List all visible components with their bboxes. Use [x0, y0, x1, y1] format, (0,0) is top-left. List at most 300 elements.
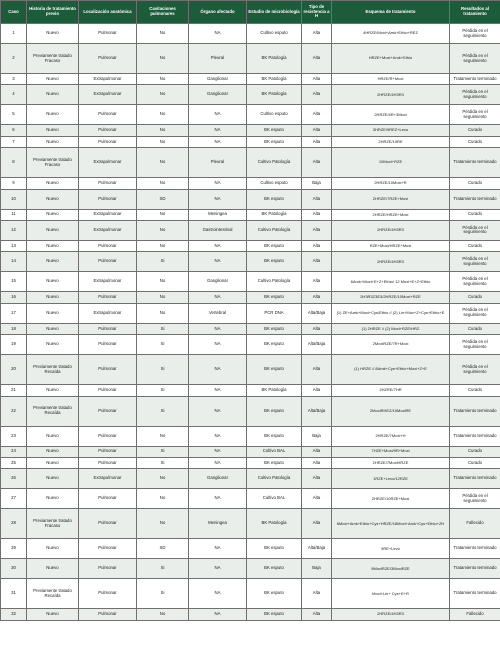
cell-caso: 20: [1, 355, 27, 385]
cell-organo: NA: [189, 335, 247, 355]
cell-estudio: BK Patología: [247, 44, 302, 74]
cell-historia: Nuevo: [27, 385, 79, 396]
table-row: [1, 323, 500, 334]
cell-historia: Nuevo: [27, 178, 79, 189]
cell-historia: Nuevo: [27, 220, 79, 240]
cell-esquema: 9MoxiRZE/3MoxiRZE: [332, 559, 450, 579]
cell-historia: Nuevo: [27, 559, 79, 579]
cell-cavitaciones: No: [137, 272, 189, 292]
cell-esquema: 6Moxi+Amk+Ethio+Cys+HRZE/18Moxi+Amk+Cys+Ethio+ZH: [332, 509, 450, 539]
cell-organo: Pleural: [189, 44, 247, 74]
cell-cavitaciones: Si: [137, 457, 189, 468]
cell-cavitaciones: Si: [137, 446, 189, 457]
cell-resultados: Tratamiento terminado: [450, 539, 500, 559]
header-resistencia: Tipo de resistencia a H: [302, 1, 332, 24]
cell-resultados: Tratamiento terminado: [450, 579, 500, 609]
cell-esquema: (1) ZE+Amk+Moxi+Cys/Ethio // (2) Lin+Mox+Z+Cys+Ethio+E: [332, 303, 450, 323]
cell-resistencia: Alta: [302, 136, 332, 147]
cell-resistencia: Alta: [302, 44, 332, 74]
cell-cavitaciones: No: [137, 178, 189, 189]
cell-resultados: Fallecido: [450, 509, 500, 539]
cell-historia: Nuevo: [27, 240, 79, 251]
cell-caso: 12: [1, 220, 27, 240]
cell-historia: Nuevo: [27, 105, 79, 125]
cell-localizacion: Extrapulmonar: [79, 85, 137, 105]
cell-resultados: Curado: [450, 125, 500, 136]
cell-historia: Nuevo: [27, 125, 79, 136]
cell-resultados: Curado: [450, 178, 500, 189]
cell-historia: Nuevo: [27, 323, 79, 334]
table-row: [1, 178, 500, 189]
cell-resistencia: Alta: [302, 272, 332, 292]
cell-resistencia: Alta: [302, 292, 332, 303]
cell-localizacion: Extrapulmonar: [79, 469, 137, 489]
header-caso: Caso: [1, 1, 27, 24]
cell-caso: 25: [1, 457, 27, 468]
cell-cavitaciones: No: [137, 426, 189, 446]
cell-resistencia: Alta: [302, 469, 332, 489]
cell-localizacion: Pulmonar: [79, 125, 137, 136]
cell-resistencia: Alta: [302, 457, 332, 468]
cell-localizacion: Pulmonar: [79, 355, 137, 385]
cell-esquema: 10Moxi+RZE: [332, 148, 450, 178]
cell-resistencia: Alta: [302, 220, 332, 240]
cell-organo: NA: [189, 323, 247, 334]
cell-resultados: Curado: [450, 209, 500, 220]
cell-resistencia: Alta: [302, 609, 332, 620]
cell-esquema: 3HRZE/9REZ+Levo: [332, 125, 450, 136]
header-historia: Historia de tratamiento previo: [27, 1, 79, 24]
cell-localizacion: Extrapulmonar: [79, 220, 137, 240]
cell-caso: 17: [1, 303, 27, 323]
cell-resistencia: Alta: [302, 355, 332, 385]
cell-organo: NA: [189, 189, 247, 209]
cell-organo: NA: [189, 24, 247, 44]
cell-historia: Nuevo: [27, 335, 79, 355]
cell-estudio: BK esputo: [247, 136, 302, 147]
cell-organo: NA: [189, 457, 247, 468]
table-row: [1, 44, 500, 74]
cell-organo: Meningea: [189, 209, 247, 220]
cell-estudio: Cultivo Patología: [247, 148, 302, 178]
cell-historia: Nuevo: [27, 189, 79, 209]
cell-estudio: Cultivo Patología: [247, 272, 302, 292]
cell-esquema: 2HRZE/10Moxi+R: [332, 178, 450, 189]
cell-localizacion: Pulmonar: [79, 136, 137, 147]
cell-cavitaciones: No: [137, 85, 189, 105]
cell-cavitaciones: No: [137, 240, 189, 251]
cell-localizacion: Pulmonar: [79, 426, 137, 446]
cell-esquema: 7HZE+Moxi/9R+Moxi: [332, 446, 450, 457]
cell-cavitaciones: No: [137, 125, 189, 136]
cell-localizacion: Pulmonar: [79, 323, 137, 334]
cell-historia: Nuevo: [27, 539, 79, 559]
cell-organo: NA: [189, 579, 247, 609]
cell-organo: Pleural: [189, 148, 247, 178]
table-row: [1, 396, 500, 426]
cell-resistencia: Alta: [302, 240, 332, 251]
table-row: [1, 24, 500, 44]
table-row: [1, 559, 500, 579]
cell-localizacion: Pulmonar: [79, 189, 137, 209]
cell-cavitaciones: Si: [137, 355, 189, 385]
cell-resistencia: Alta/Baja: [302, 539, 332, 559]
cell-esquema: 2MoxiRZE/7R+Moxi: [332, 335, 450, 355]
cell-historia: Nuevo: [27, 489, 79, 509]
cell-caso: 15: [1, 272, 27, 292]
cell-estudio: BK esputo: [247, 125, 302, 136]
table-body: [1, 24, 500, 621]
cell-resistencia: Alta/Baja: [302, 396, 332, 426]
cell-resultados: Pérdida en el seguimiento: [450, 105, 500, 125]
cell-cavitaciones: Si: [137, 559, 189, 579]
cell-resistencia: Alta: [302, 24, 332, 44]
cell-localizacion: Pulmonar: [79, 178, 137, 189]
cell-resultados: Curado: [450, 136, 500, 147]
cell-resistencia: Alta/Baja: [302, 303, 332, 323]
cell-historia: Nuevo: [27, 272, 79, 292]
cell-caso: 24: [1, 446, 27, 457]
cell-caso: 4: [1, 85, 27, 105]
cell-resultados: Pérdida en el seguimiento: [450, 24, 500, 44]
cell-resultados: Tratamiento terminado: [450, 469, 500, 489]
cell-historia: Previamente tratado Fracaso: [27, 44, 79, 74]
table-row: [1, 609, 500, 620]
table-row: [1, 85, 500, 105]
cell-estudio: BK esputo: [247, 323, 302, 334]
cell-localizacion: Pulmonar: [79, 396, 137, 426]
cell-cavitaciones: Si: [137, 335, 189, 355]
header-cavitaciones: Cavitaciones pulmonares: [137, 1, 189, 24]
cell-esquema: (1) HRZE // 8Amk+Cys+Ethio+Moxi+Z+E: [332, 355, 450, 385]
cell-localizacion: Pulmonar: [79, 489, 137, 509]
cell-caso: 27: [1, 489, 27, 509]
cell-cavitaciones: No: [137, 509, 189, 539]
cell-localizacion: Pulmonar: [79, 105, 137, 125]
cell-caso: 11: [1, 209, 27, 220]
cell-esquema: 2HRZE/4R+3Moxi: [332, 105, 450, 125]
cell-estudio: Cultivo esputo: [247, 24, 302, 44]
cell-resultados: Tratamiento terminado: [450, 74, 500, 85]
cell-historia: Nuevo: [27, 426, 79, 446]
cell-caso: 19: [1, 335, 27, 355]
cell-organo: Vertebral: [189, 303, 247, 323]
cell-esquema: 2HRZE/7MoxiHRZE: [332, 457, 450, 468]
cell-caso: 30: [1, 559, 27, 579]
cell-historia: Nuevo: [27, 446, 79, 457]
cell-resistencia: Alta: [302, 105, 332, 125]
cell-cavitaciones: No: [137, 44, 189, 74]
cell-localizacion: Pulmonar: [79, 385, 137, 396]
cell-cavitaciones: No: [137, 105, 189, 125]
table-row: [1, 136, 500, 147]
cell-localizacion: Pulmonar: [79, 579, 137, 609]
cell-organo: NA: [189, 105, 247, 125]
cell-estudio: Cultivo Patología: [247, 220, 302, 240]
cell-esquema: (1) 2HRZE // (2) Moxi+RZE/HRZ: [332, 323, 450, 334]
table-row: [1, 426, 500, 446]
cell-resistencia: Alta: [302, 209, 332, 220]
cell-localizacion: Extrapulmonar: [79, 272, 137, 292]
table-row: [1, 252, 500, 272]
table-row: [1, 355, 500, 385]
cell-historia: Nuevo: [27, 209, 79, 220]
table-row: [1, 125, 500, 136]
cell-caso: 31: [1, 579, 27, 609]
cell-historia: Previamente tratado Fracaso: [27, 509, 79, 539]
cell-resistencia: Baja: [302, 559, 332, 579]
cell-historia: Nuevo: [27, 252, 79, 272]
cell-caso: 29: [1, 539, 27, 559]
cell-esquema: 6Amk+Moxi+E+Z+Ethio/ 12 Moxi+E+Z+Ethio: [332, 272, 450, 292]
cell-estudio: BK esputo: [247, 292, 302, 303]
cell-esquema: 1RZE+Levo/12RZE: [332, 469, 450, 489]
cell-estudio: BK esputo: [247, 426, 302, 446]
cell-organo: NA: [189, 609, 247, 620]
cell-localizacion: Extrapulmonar: [79, 303, 137, 323]
cell-resultados: Curado: [450, 240, 500, 251]
cell-cavitaciones: No: [137, 209, 189, 220]
cell-cavitaciones: No: [137, 24, 189, 44]
cell-resistencia: Alta: [302, 489, 332, 509]
cell-estudio: BK esputo: [247, 355, 302, 385]
cell-estudio: BK Patología: [247, 385, 302, 396]
cell-esquema: 2HRZE/10RZE+Moxi: [332, 489, 450, 509]
cell-cavitaciones: No: [137, 220, 189, 240]
cell-organo: NA: [189, 252, 247, 272]
cell-organo: NA: [189, 559, 247, 579]
cell-esquema: 2H3R3Z3E3/2HRZE/10Moxi+RZE: [332, 292, 450, 303]
cell-estudio: BK esputo: [247, 579, 302, 609]
cell-localizacion: Pulmonar: [79, 292, 137, 303]
table-row: [1, 148, 500, 178]
cell-resistencia: Alta: [302, 509, 332, 539]
table-row: [1, 74, 500, 85]
table-row: [1, 220, 500, 240]
cell-resultados: Pérdida en el seguimiento: [450, 44, 500, 74]
cell-esquema: 2HRZE/4H3R3: [332, 85, 450, 105]
cell-localizacion: Extrapulmonar: [79, 209, 137, 220]
cell-caso: 16: [1, 292, 27, 303]
cell-localizacion: Pulmonar: [79, 559, 137, 579]
cell-estudio: BK esputo: [247, 609, 302, 620]
table-row: [1, 579, 500, 609]
cell-localizacion: Pulmonar: [79, 44, 137, 74]
table-row: [1, 272, 500, 292]
cell-resultados: Fallecido: [450, 609, 500, 620]
cell-localizacion: Pulmonar: [79, 457, 137, 468]
cell-organo: NA: [189, 426, 247, 446]
cell-organo: NA: [189, 355, 247, 385]
cell-localizacion: Pulmonar: [79, 252, 137, 272]
cell-caso: 9: [1, 178, 27, 189]
cell-cavitaciones: No: [137, 469, 189, 489]
cell-resultados: Curado: [450, 457, 500, 468]
cell-caso: 3: [1, 74, 27, 85]
cell-esquema: RZE+Moxi/HRZE+Moxi: [332, 240, 450, 251]
cell-estudio: Cultivo BAL: [247, 489, 302, 509]
cell-resultados: Pérdida en el seguimiento: [450, 355, 500, 385]
cell-estudio: BK Patología: [247, 209, 302, 220]
cell-resultados: Curado: [450, 292, 500, 303]
cell-estudio: BK esputo: [247, 559, 302, 579]
cell-estudio: BK esputo: [247, 396, 302, 426]
cell-caso: 26: [1, 469, 27, 489]
cell-historia: Nuevo: [27, 85, 79, 105]
cell-localizacion: Extrapulmonar: [79, 74, 137, 85]
cell-cavitaciones: No: [137, 489, 189, 509]
cell-resultados: Curado: [450, 446, 500, 457]
cell-organo: NA: [189, 446, 247, 457]
cell-esquema: 2HRZE/10RE: [332, 136, 450, 147]
cell-cavitaciones: No: [137, 136, 189, 147]
cell-caso: 1: [1, 24, 27, 44]
cell-historia: Nuevo: [27, 469, 79, 489]
cell-resultados: Tratamiento terminado: [450, 559, 500, 579]
cell-resistencia: Baja: [302, 426, 332, 446]
cell-resultados: Curado: [450, 323, 500, 334]
cell-resistencia: Alta: [302, 579, 332, 609]
cell-historia: Nuevo: [27, 292, 79, 303]
cell-resultados: Tratamiento terminado: [450, 426, 500, 446]
cell-esquema: 2HRZE/HRZE+Moxi: [332, 209, 450, 220]
header-estudio: Estudio de microbiología: [247, 1, 302, 24]
cell-caso: 7: [1, 136, 27, 147]
cell-localizacion: Pulmonar: [79, 509, 137, 539]
cell-estudio: Cultivo esputo: [247, 178, 302, 189]
header-row: [1, 1, 500, 24]
cell-estudio: BK Patología: [247, 85, 302, 105]
cell-esquema: 2HZRE/7HR: [332, 385, 450, 396]
table-row: [1, 189, 500, 209]
cell-organo: NA: [189, 292, 247, 303]
cell-resistencia: Alta: [302, 125, 332, 136]
table-row: [1, 385, 500, 396]
cell-estudio: Cultivo BAL: [247, 446, 302, 457]
cell-organo: NA: [189, 240, 247, 251]
cell-esquema: HRZE/R+Moxi: [332, 74, 450, 85]
cell-caso: 6: [1, 125, 27, 136]
cell-cavitaciones: No: [137, 292, 189, 303]
cell-localizacion: Extrapulmonar: [79, 148, 137, 178]
cell-organo: NA: [189, 396, 247, 426]
cell-caso: 14: [1, 252, 27, 272]
table-row: [1, 303, 500, 323]
cell-cavitaciones: Si: [137, 579, 189, 609]
cell-caso: 28: [1, 509, 27, 539]
cell-resistencia: Alta: [302, 385, 332, 396]
table-row: [1, 105, 500, 125]
cell-cavitaciones: Si: [137, 385, 189, 396]
cell-estudio: BK esputo: [247, 240, 302, 251]
cell-historia: Previamente tratado Recaída: [27, 579, 79, 609]
table-row: [1, 469, 500, 489]
cell-estudio: BK esputo: [247, 252, 302, 272]
cell-caso: 32: [1, 609, 27, 620]
cell-resistencia: Alta: [302, 148, 332, 178]
cell-resistencia: Alta: [302, 446, 332, 457]
table-row: [1, 292, 500, 303]
cell-esquema: 2HRZE/7RZE+Moxi: [332, 189, 450, 209]
cell-organo: NA: [189, 539, 247, 559]
cell-caso: 21: [1, 385, 27, 396]
cell-resultados: Pérdida en el seguimiento: [450, 220, 500, 240]
cell-localizacion: Pulmonar: [79, 609, 137, 620]
cell-esquema: 9RE+Levo: [332, 539, 450, 559]
cell-organo: NA: [189, 125, 247, 136]
cell-resistencia: Alta: [302, 85, 332, 105]
cell-estudio: Cultivo Patología: [247, 469, 302, 489]
cell-estudio: PCR DNA: [247, 303, 302, 323]
table-row: [1, 335, 500, 355]
cell-esquema: 2MoxiRHEZ/10MoxiRE: [332, 396, 450, 426]
cell-esquema: 2HRZE/4H3R3: [332, 220, 450, 240]
cell-caso: 22: [1, 396, 27, 426]
cell-organo: NA: [189, 385, 247, 396]
cell-historia: Nuevo: [27, 457, 79, 468]
table-row: [1, 509, 500, 539]
cell-organo: NA: [189, 489, 247, 509]
header-localizacion: Localización anatómica: [79, 1, 137, 24]
cell-resultados: Pérdida en el seguimiento: [450, 252, 500, 272]
cell-esquema: 2HRZE/4H3R3: [332, 609, 450, 620]
cell-esquema: 2HRZE/7Moxi+H: [332, 426, 450, 446]
cell-historia: Nuevo: [27, 136, 79, 147]
cell-resistencia: Alta: [302, 189, 332, 209]
cell-resistencia: Alta/Baja: [302, 335, 332, 355]
cell-organo: Ganglionar: [189, 74, 247, 85]
cell-organo: Ganglionar: [189, 469, 247, 489]
cell-resistencia: Alta: [302, 252, 332, 272]
cell-estudio: BK esputo: [247, 335, 302, 355]
cell-resistencia: Alta: [302, 74, 332, 85]
cell-resultados: Pérdida en el seguimiento: [450, 272, 500, 292]
cell-resultados: Tratamiento terminado: [450, 396, 500, 426]
cell-caso: 18: [1, 323, 27, 334]
cell-resistencia: Baja: [302, 178, 332, 189]
cell-localizacion: Pulmonar: [79, 446, 137, 457]
cell-localizacion: Pulmonar: [79, 335, 137, 355]
cell-organo: Gastrointestinal: [189, 220, 247, 240]
header-organo: Órgano afectado: [189, 1, 247, 24]
cell-localizacion: Pulmonar: [79, 24, 137, 44]
table-row: [1, 539, 500, 559]
cell-historia: Nuevo: [27, 24, 79, 44]
cell-estudio: BK Patología: [247, 509, 302, 539]
cell-cavitaciones: No: [137, 74, 189, 85]
cell-estudio: BK esputo: [247, 457, 302, 468]
cell-resultados: Pérdida en el seguimiento: [450, 303, 500, 323]
cell-cavitaciones: SD: [137, 189, 189, 209]
cell-organo: Ganglionar: [189, 85, 247, 105]
cell-cavitaciones: SD: [137, 539, 189, 559]
cell-resultados: Tratamiento terminado: [450, 189, 500, 209]
cell-localizacion: Pulmonar: [79, 240, 137, 251]
cell-esquema: Moxi+Lin+ Cys+E+R: [332, 579, 450, 609]
cell-cavitaciones: No: [137, 148, 189, 178]
cell-caso: 5: [1, 105, 27, 125]
cell-historia: Previamente tratado Fracaso: [27, 148, 79, 178]
cell-resultados: Pérdida en el seguimiento: [450, 85, 500, 105]
header-resultados: Resultados al tratamiento: [450, 1, 500, 24]
cell-caso: 8: [1, 148, 27, 178]
cell-cavitaciones: Si: [137, 323, 189, 334]
cell-historia: Nuevo: [27, 303, 79, 323]
cell-historia: Nuevo: [27, 74, 79, 85]
cell-esquema: 2HRZE/4H3R3: [332, 252, 450, 272]
cell-caso: 23: [1, 426, 27, 446]
cell-historia: Previamente tratado Recaída: [27, 355, 79, 385]
